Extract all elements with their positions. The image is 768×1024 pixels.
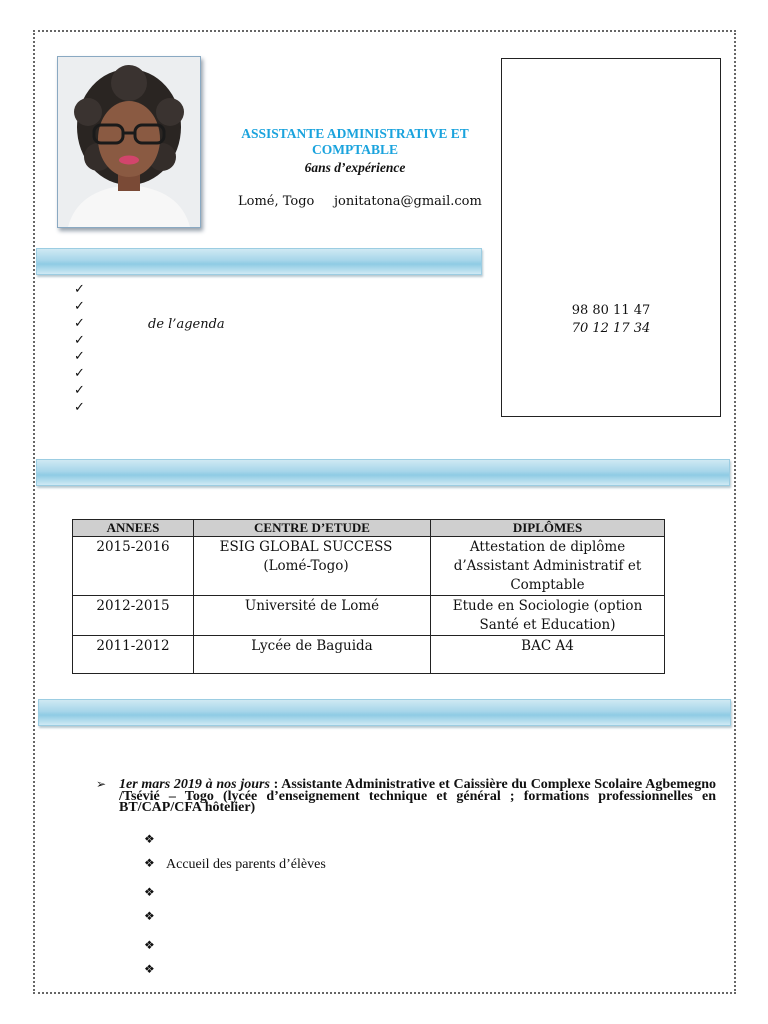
job-description bbox=[119, 779, 716, 814]
cell-school: ESIG GLOBAL SUCCESS (Lomé-Togo) bbox=[194, 537, 431, 596]
cell-years: 2012-2015 bbox=[73, 596, 194, 636]
email-address[interactable]: jonitatona@gmail.com bbox=[334, 194, 482, 209]
cell-years: 2011-2012 bbox=[73, 636, 194, 674]
table-row bbox=[73, 537, 665, 596]
experience-years: 6ans d’expérience bbox=[304, 160, 406, 175]
section-band-skills bbox=[36, 248, 482, 275]
checkmark-icon: ✓ bbox=[74, 400, 85, 415]
diamond-bullet-icon: ❖ bbox=[144, 962, 155, 976]
diamond-bullet-icon: ❖ bbox=[144, 832, 155, 846]
column-header-school: CENTRE D’ETUDE bbox=[194, 520, 431, 537]
skill-item-agenda: de l’agenda bbox=[148, 317, 225, 332]
cell-school: Lycée de Baguida bbox=[194, 636, 431, 674]
cell-diploma: Etude en Sociologie (option Santé et Education) bbox=[431, 596, 665, 636]
arrow-bullet-icon: ➢ bbox=[96, 777, 107, 791]
job-entry bbox=[96, 779, 716, 814]
job-details: : Assistante Administrative et Caissière du Complexe Scolaire Agbemegno /Tsévié – Togo (lycée d’enseignement technique et général ; formations professionnelles en BT/CAP/CFA hôtelier) bbox=[119, 777, 716, 815]
cell-years: 2015-2016 bbox=[73, 537, 194, 596]
contact-box bbox=[501, 58, 721, 417]
checkmark-icon: ✓ bbox=[74, 349, 85, 364]
table-row bbox=[73, 596, 665, 636]
column-header-diploma: DIPLÔMES bbox=[431, 520, 665, 537]
profile-photo bbox=[57, 56, 201, 228]
cell-school: Université de Lomé bbox=[194, 596, 431, 636]
job-date: 1er mars 2019 à nos jours bbox=[119, 777, 270, 792]
phone-number-1: 98 80 11 47 bbox=[571, 303, 651, 318]
table-row bbox=[73, 636, 665, 674]
diamond-bullet-icon: ❖ bbox=[144, 909, 155, 923]
checkmark-icon: ✓ bbox=[74, 366, 85, 381]
duty-item: Accueil des parents d’élèves bbox=[166, 857, 326, 872]
checkmark-icon: ✓ bbox=[74, 299, 85, 314]
section-band-experience bbox=[38, 699, 731, 726]
location: Lomé, Togo bbox=[238, 194, 315, 209]
job-headline: ASSISTANTE ADMINISTRATIVE ET COMPTABLE bbox=[241, 126, 469, 157]
diamond-bullet-icon: ❖ bbox=[144, 856, 155, 870]
checkmark-icon: ✓ bbox=[74, 383, 85, 398]
cell-diploma: Attestation de diplôme d’Assistant Administratif et Comptable bbox=[431, 537, 665, 596]
checkmark-icon: ✓ bbox=[74, 333, 85, 348]
column-header-years: ANNEES bbox=[73, 520, 194, 537]
education-table bbox=[72, 519, 665, 674]
diamond-bullet-icon: ❖ bbox=[144, 938, 155, 952]
section-band-education bbox=[36, 459, 730, 486]
checkmark-icon: ✓ bbox=[74, 316, 85, 331]
diamond-bullet-icon: ❖ bbox=[144, 885, 155, 899]
phone-number-2: 70 12 17 34 bbox=[571, 321, 651, 336]
cell-diploma: BAC A4 bbox=[431, 636, 665, 674]
table-header-row bbox=[73, 520, 665, 537]
checkmark-icon: ✓ bbox=[74, 282, 85, 297]
